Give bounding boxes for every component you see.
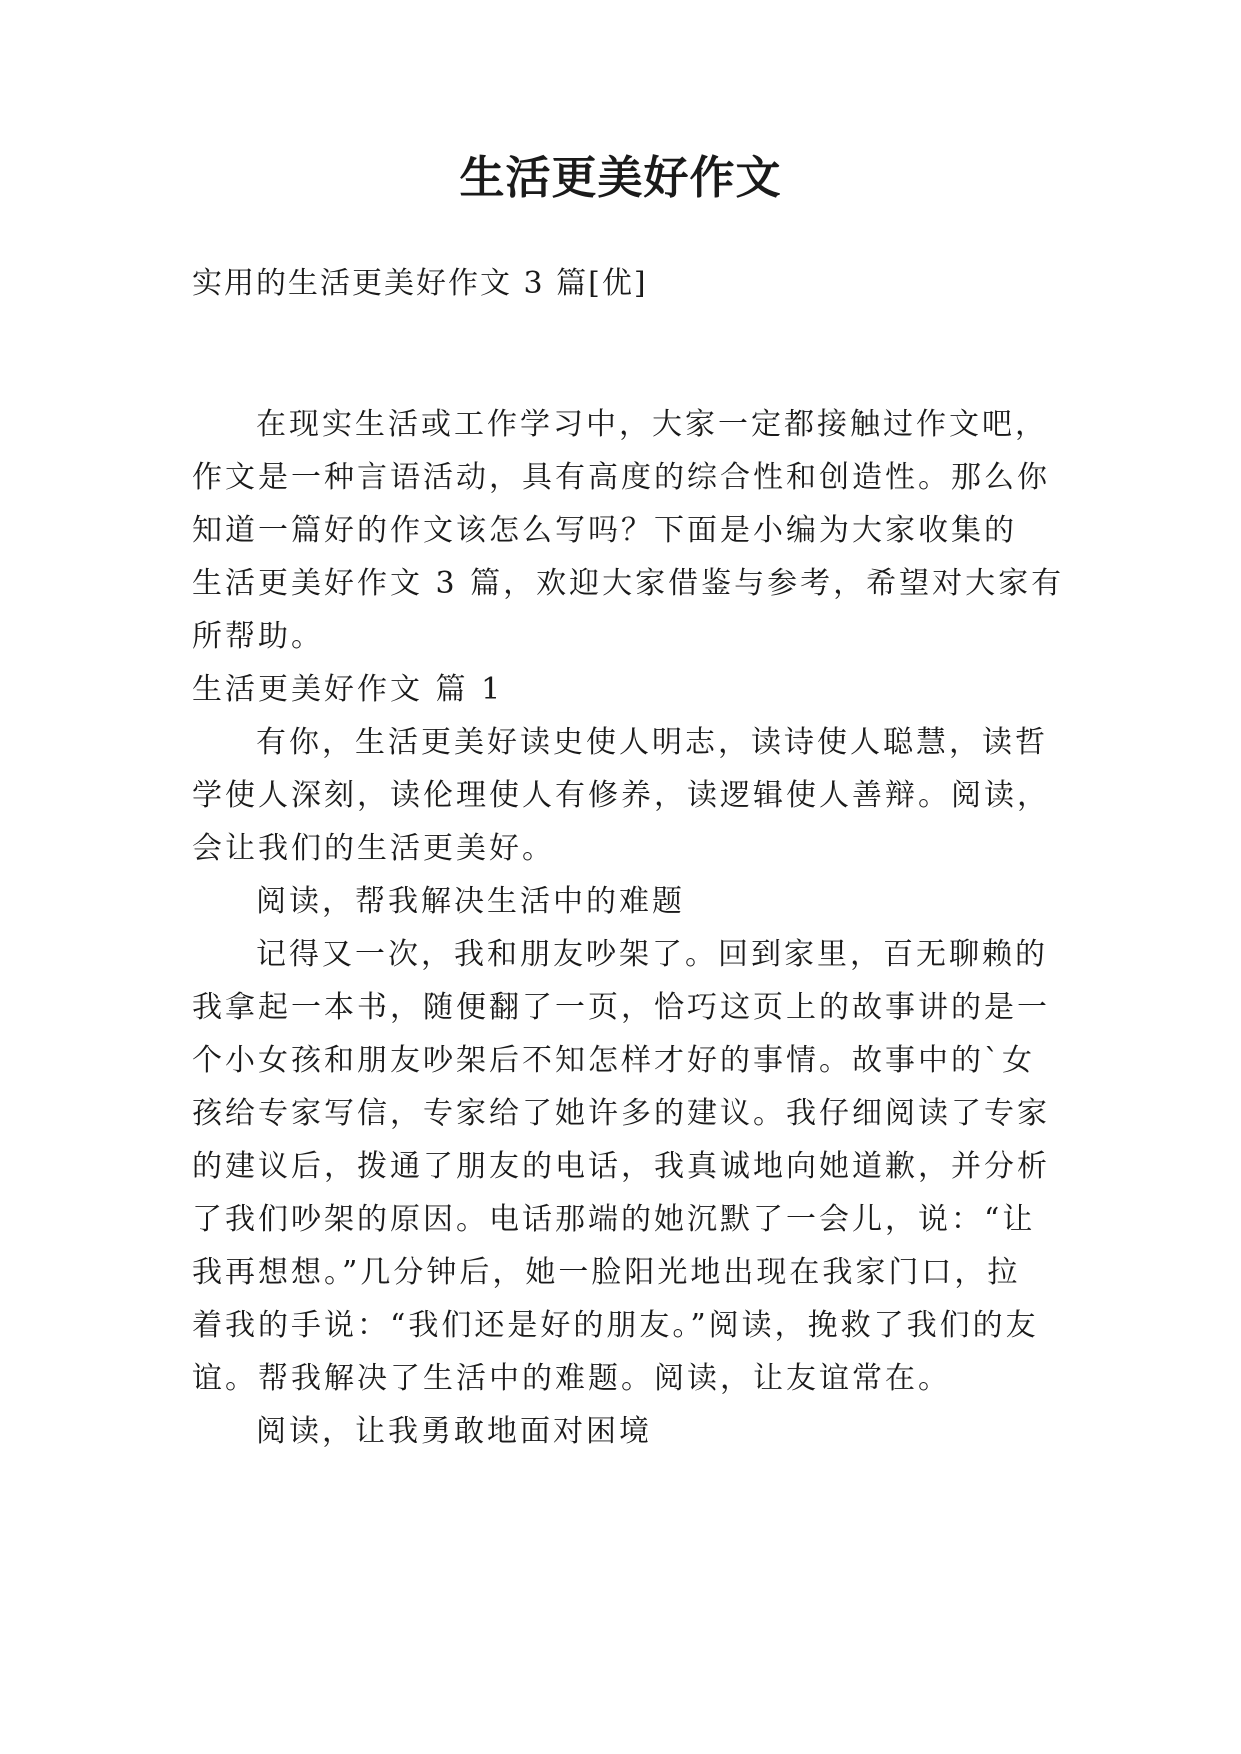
body-line-16: 了我们吵架的原因。电话那端的她沉默了一会儿，说：“让: [192, 1202, 1036, 1237]
body-line-17: 我再想想。”几分钟后，她一脸阳光地出现在我家门口，拉: [192, 1255, 1021, 1290]
sub-heading-1: 阅读，帮我解决生活中的难题: [256, 884, 685, 919]
body-line-12: 我拿起一本书，随便翻了一页，恰巧这页上的故事讲的是一: [192, 990, 1050, 1025]
body-line-9: 会让我们的生活更美好。: [192, 831, 555, 866]
body-line-13: 个小女孩和朋友吵架后不知怎样才好的事情。故事中的`女: [192, 1043, 1035, 1078]
body-line-19: 谊。帮我解决了生活中的难题。阅读，让友谊常在。: [192, 1361, 951, 1396]
body-line-4: 生活更美好作文 3 篇，欢迎大家借鉴与参考，希望对大家有: [192, 566, 1065, 601]
body-line-15: 的建议后，拨通了朋友的电话，我真诚地向她道歉，并分析: [192, 1149, 1050, 1184]
body-line-8: 学使人深刻，读伦理使人有修养，读逻辑使人善辩。阅读，: [192, 778, 1050, 813]
document-title: 生活更美好作文: [459, 151, 782, 204]
sub-heading-2: 阅读，让我勇敢地面对困境: [256, 1414, 652, 1449]
body-line-3: 知道一篇好的作文该怎么写吗？下面是小编为大家收集的: [192, 513, 1017, 548]
body-line-11: 记得又一次，我和朋友吵架了。回到家里，百无聊赖的: [256, 937, 1048, 972]
document-subtitle: 实用的生活更美好作文 3 篇[优]: [192, 266, 648, 301]
body-line-2: 作文是一种言语活动，具有高度的综合性和创造性。那么你: [192, 460, 1050, 495]
body-line-14: 孩给专家写信，专家给了她许多的建议。我仔细阅读了专家: [192, 1096, 1050, 1131]
body-line-1: 在现实生活或工作学习中，大家一定都接触过作文吧，: [256, 407, 1048, 442]
body-line-18: 着我的手说：“我们还是好的朋友。”阅读，挽救了我们的友: [192, 1308, 1039, 1343]
section-heading-1: 生活更美好作文 篇 1: [192, 672, 504, 707]
body-line-5: 所帮助。: [192, 619, 324, 654]
body-line-7: 有你，生活更美好读史使人明志，读诗使人聪慧，读哲: [256, 725, 1048, 760]
